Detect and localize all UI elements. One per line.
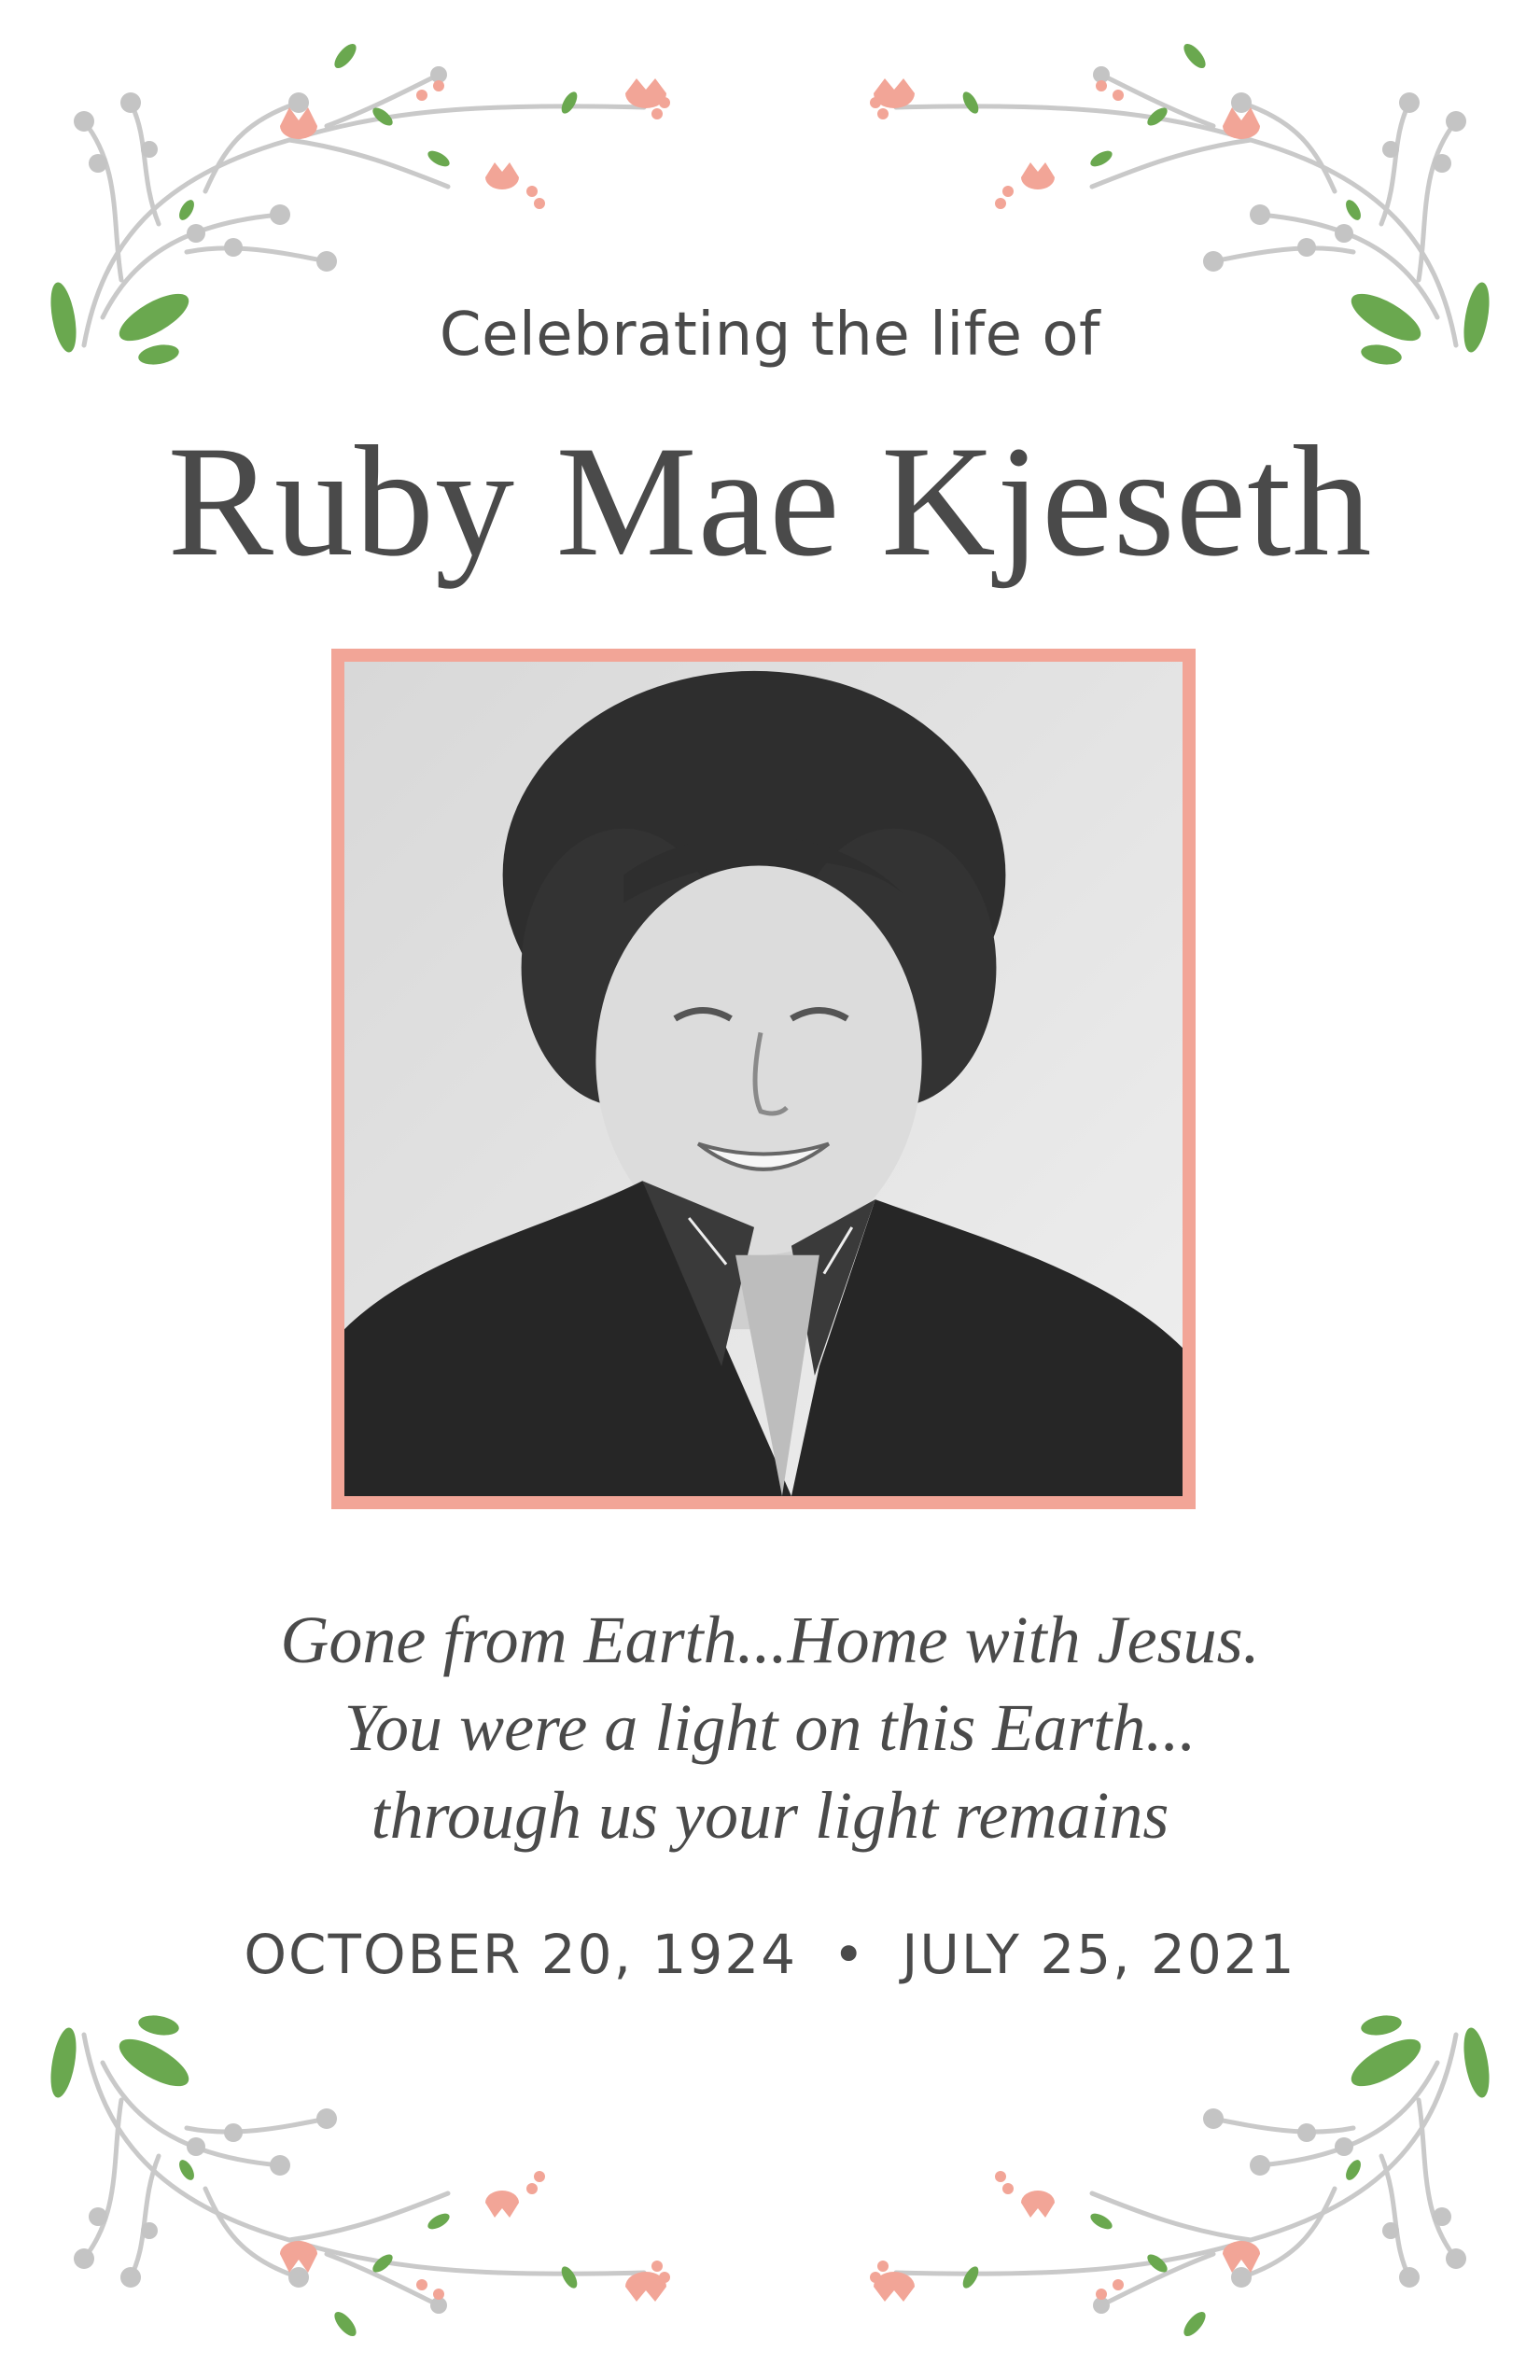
floral-corner-bottom-left	[47, 2007, 681, 2343]
floral-branch-icon	[859, 2007, 1493, 2343]
verse	[0, 1596, 1540, 1859]
portrait-photo	[344, 662, 1183, 1496]
verse-line: through us your light remains	[371, 1778, 1169, 1853]
life-dates	[0, 1923, 1540, 1986]
birth-date: OCTOBER 20, 1924	[244, 1923, 798, 1986]
floral-branch-icon	[47, 2007, 681, 2343]
date-separator: •	[833, 1923, 867, 1986]
death-date: JULY 25, 2021	[902, 1923, 1296, 1986]
intro-text: Celebrating the life of	[439, 301, 1101, 370]
floral-corner-bottom-right	[859, 2007, 1493, 2343]
verse-line: Gone from Earth...Home with Jesus.	[280, 1603, 1260, 1677]
deceased-name: Ruby Mae Kjeseth	[167, 413, 1373, 589]
verse-line: You were a light on this Earth...	[343, 1690, 1197, 1765]
portrait-frame	[331, 649, 1196, 1509]
